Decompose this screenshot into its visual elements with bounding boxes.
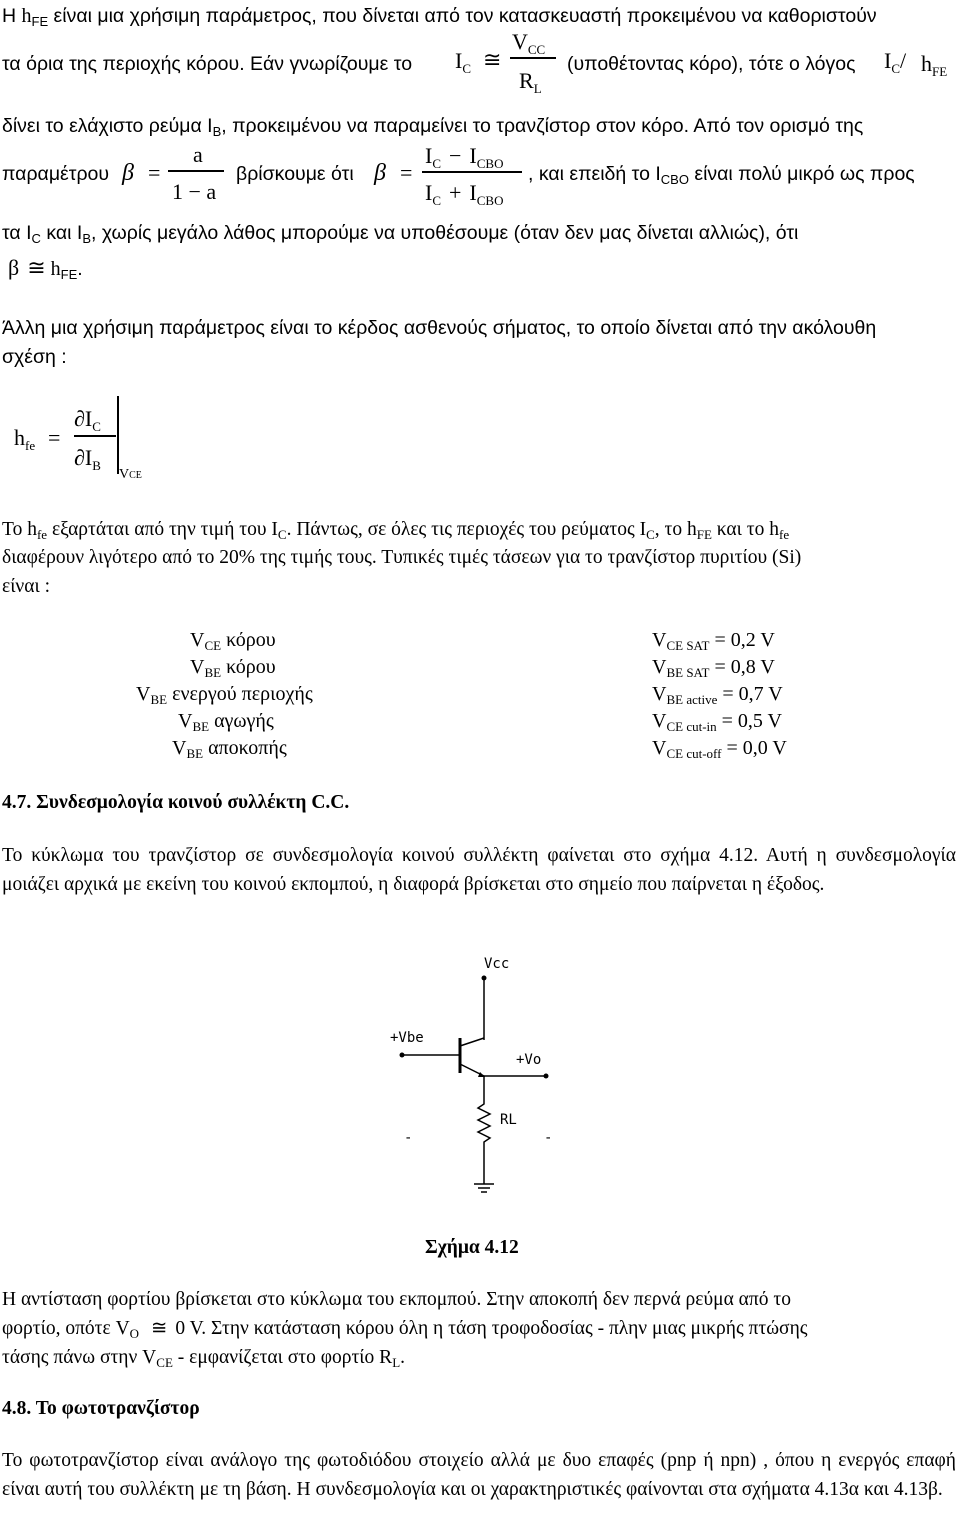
partial-ib: $\partial I_B$ [74,445,101,473]
alpha-denominator: 1 − a [172,179,217,204]
p1-line4-post: , και επειδή το $I_{CBO}$ είναι πολύ μικρό ως προς [528,163,915,187]
p4-line1: Η αντίσταση φορτίου βρίσκεται στο κύκλωμα του εκπομπού. Στην αποκοπή δεν περνά ρεύμα από το [2,1289,791,1310]
table-row-left: $V_{CE}$ κόρου [190,629,276,653]
partial-ic: $\partial I_C$ [74,406,101,434]
vo-label: +Vo [516,1052,542,1068]
table-row-left: $V_{BE}$ αποκοπής [172,737,287,761]
rl-denominator: $R_L$ [519,68,542,96]
equals-symbol-2: = [400,160,413,185]
alpha-fraction-bar [168,170,224,172]
rl-label: RL [500,1112,517,1128]
beta-denominator: $I_C + I_{CBO}$ [425,180,504,208]
p1-line3: δίνει το ελάχιστο ρεύμα $I_B$, προκειμένου να παραμείνει το τρανζίστορ στον κόρο. Από τον ορισμό της [2,115,864,139]
p1-line4-pre: παραμέτρου [2,163,110,185]
p2-line2: σχέση : [2,346,67,368]
section-4-8-heading: 4.8. Το φωτοτρανζίστορ [2,1398,200,1419]
p1-line2: τα όρια της περιοχής κόρου. Εάν γνωρίζουμε το [2,53,413,75]
section-4-7-heading: 4.7. Συνδεσμολογία κοινού συλλέκτη C.C. [2,792,350,813]
alpha-numerator: a [193,142,203,167]
p4-line2: φορτίο, οπότε $V_O$ ≅ 0 V. Στην κατάσταση κόρου όλη η τάση τροφοδοσίας - πλην μιας μικρής πτώσης [2,1318,808,1341]
p3-line3: είναι : [2,576,51,597]
approx-symbol: ≅ [483,47,502,72]
p1-line5: τα $I_C$ και $I_B$, χωρίς μεγάλο λάθος μπορούμε να υποθέσουμε (όταν δεν μας δίνεται αλλιώς), ότι [2,222,799,246]
beta-symbol: β [122,160,134,186]
p3-line1: Το $h_{fe}$ εξαρτάται από την τιμή του $I_C$. Πάντως, σε όλες τις περιοχές του ρεύματος $I_C$, το $h_{FE}$ και το $h_{fe}$ [2,519,790,542]
p1-line6: β ≅ $h_{FE}$. [8,255,83,282]
vcc-numerator: $V_{CC}$ [512,29,546,57]
section-4-7-paragraph: Το κύκλωμα του τρανζίστορ σε συνδεσμολογία κοινού συλλέκτη φαίνεται στο σχήμα 4.12. Αυτή η συνδεσμολογία μοιάζει αρχικά με εκείνη του κοινού εκπομπού, η διαφορά βρίσκεται στο σημείο που παίρνεται η έξοδος. [2,845,956,895]
p1-line4-mid: βρίσκουμε ότι [236,163,354,185]
figure-caption: Σχήμα 4.12 [425,1237,519,1258]
hfe-formula-lhs: $h_{fe}$ [14,425,36,453]
section-4-8-paragraph: Το φωτοτρανζίστορ είναι ανάλογο της φωτοδιόδου στοιχείο αλλά με δυο επαφές (pnp ή npn) , όπου η ενεργός επαφή είναι αυτή του συλλέκτη με τη βάση. Η συνδεσμολογία και οι χαρακτηριστικές φαίνονται στα σχήματα 4.13α και 4.13β. [2,1450,956,1500]
vcc-terminal [482,976,487,981]
table-row-left: $V_{BE}$ κόρου [190,656,276,680]
ic-symbol: $I_C$ [455,48,471,76]
table-row-right: $V_{CE cut-in} = 0,5$ V [652,710,783,734]
p4-line3: τάσης πάνω στην $V_{CE}$ - εμφανίζεται στο φορτίο $R_L$. [2,1347,406,1370]
table-row-right: $V_{BE active} = 0,7$ V [652,683,783,707]
rl-resistor [478,1100,490,1150]
table-row-right: $V_{BE SAT} = 0,8$ V [652,656,775,680]
output-terminal [544,1074,549,1079]
hfe-equals: = [48,425,61,450]
beta-fraction-bar [422,171,522,173]
beta-symbol-2: β [374,160,386,186]
hfe-symbol: $h_{FE}$ [921,51,948,79]
p2-line1: Άλλη μια χρήσιμη παράμετρος είναι το κέρδος ασθενούς σήματος, το οποίο δίνεται από την ακόλουθη [2,317,877,339]
table-row-left: $V_{BE}$ ενεργού περιοχής [136,683,313,707]
p3-line2: διαφέρουν λιγότερο από το 20% της τιμής τους. Τυπικές τιμές τάσεων για το τρανζίστορ πυριτίου (Si) [2,547,802,568]
equals-symbol: = [148,160,161,185]
partial-fraction-bar [74,435,116,437]
common-collector-circuit [370,940,560,1205]
beta-numerator: $I_C - I_{CBO}$ [425,143,504,171]
input-terminal [400,1053,405,1058]
table-row-right: $V_{CE SAT} = 0,2$ V [652,629,775,653]
ic-hfe-ratio: $I_C/$ [884,48,907,76]
vbe-label: +Vbe [390,1030,424,1046]
transistor-collector-lead [460,1038,484,1046]
fraction-bar [510,57,556,59]
p1-line2-mid: (υποθέτοντας κόρο), τότε ο λόγος [567,53,856,75]
vcc-label: Vcc [484,956,510,972]
p1-line1: Η $h_{FE}$ είναι μια χρήσιμη παράμετρος, που δίνεται από τον κατασκευαστή προκειμένου να καθοριστούν [2,5,877,29]
table-row-right: $V_{CE cut-off} = 0,0$ V [652,737,787,761]
evaluation-bar [117,396,119,474]
minus-right-label: - [544,1130,553,1146]
table-row-left: $V_{BE}$ αγωγής [178,710,274,734]
vce-constant: VCE [119,467,142,482]
minus-left-label: - [404,1130,413,1146]
